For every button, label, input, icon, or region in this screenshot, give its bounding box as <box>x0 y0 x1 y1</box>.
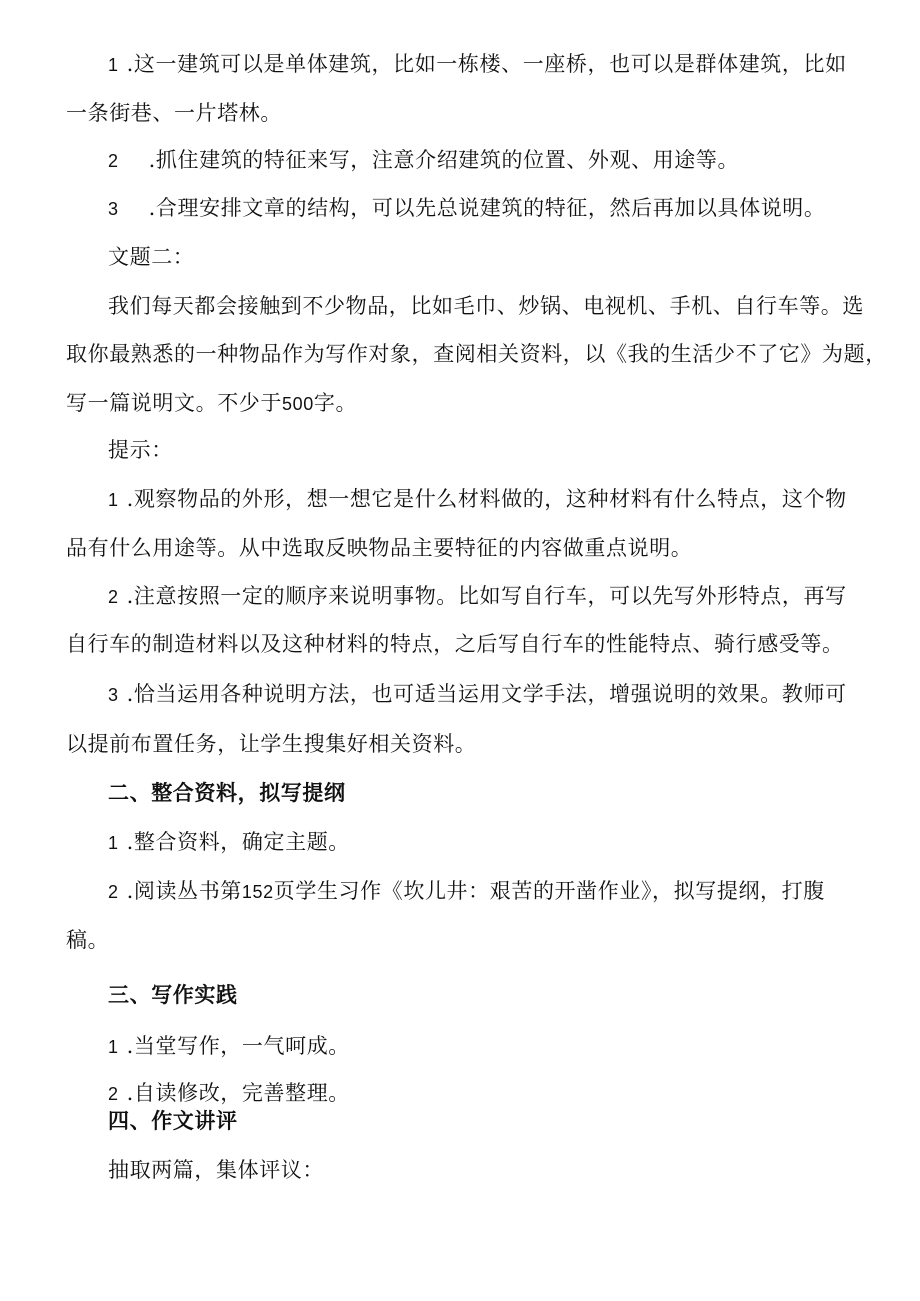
item-text: .自读修改，完善整理。 <box>126 1081 350 1105</box>
paragraph-1-line-2: 一条街巷、一片塔林。 <box>66 101 282 125</box>
item-number: 2 <box>108 1084 119 1104</box>
hint-1-line-2: 品有什么用途等。从中选取反映物品主要特征的内容做重点说明。 <box>66 536 693 560</box>
paragraph-text: .合理安排文章的结构，可以先总说建筑的特征，然后再加以具体说明。 <box>148 196 826 220</box>
item-number: 1 <box>108 490 119 510</box>
item-text-end: 页学生习作《坎儿井：艰苦的开凿作业》，拟写提纲，打腹 <box>273 879 825 903</box>
item-number: 3 <box>108 685 119 705</box>
hint-text: .观察物品的外形，想一想它是什么材料做的，这种材料有什么特点，这个物 <box>126 487 847 511</box>
section-2-heading: 二、整合资料，拟写提纲 <box>108 781 346 805</box>
item-text: .当堂写作，一气呵成。 <box>126 1034 350 1058</box>
topic-2-text-end: 字。 <box>313 391 358 415</box>
page-number: 152 <box>241 882 274 902</box>
section-2-item-2-line-1 <box>108 877 825 906</box>
item-number: 1 <box>108 1037 119 1057</box>
section-2-item-2-line-2: 稿。 <box>66 928 110 952</box>
topic-2-line-1: 我们每天都会接触到不少物品，比如毛巾、炒锅、电视机、手机、自行车等。选 <box>108 294 864 318</box>
item-number: 3 <box>108 199 119 219</box>
section-4-text: 抽取两篇，集体评议： <box>108 1158 324 1182</box>
topic-2-text: 写一篇说明文。不少于 <box>66 391 282 415</box>
paragraph-1-line-1 <box>108 50 847 79</box>
item-number: 2 <box>108 151 119 171</box>
hint-text: .恰当运用各种说明方法，也可适当运用文学手法，增强说明的效果。教师可 <box>126 682 847 706</box>
word-count: 500 <box>282 394 314 414</box>
paragraph-text: .这一建筑可以是单体建筑，比如一栋楼、一座桥，也可以是群体建筑，比如 <box>126 52 847 76</box>
item-text: .阅读丛书第 <box>126 879 242 903</box>
hint-text: .注意按照一定的顺序来说明事物。比如写自行车，可以先写外形特点，再写 <box>126 584 847 608</box>
item-text: .整合资料，确定主题。 <box>126 830 350 854</box>
paragraph-3-line-1 <box>108 194 826 223</box>
hint-2-line-1 <box>108 582 847 611</box>
section-4-heading: 四、作文讲评 <box>108 1109 238 1133</box>
paragraph-text: .抓住建筑的特征来写，注意介绍建筑的位置、外观、用途等。 <box>148 148 740 172</box>
section-2-item-1 <box>108 828 350 857</box>
hint-label: 提示： <box>108 438 173 462</box>
section-3-heading: 三、写作实践 <box>108 983 238 1007</box>
topic-2-line-3 <box>66 389 357 418</box>
section-3-item-2 <box>108 1079 350 1108</box>
item-number: 1 <box>108 55 119 75</box>
hint-3-line-1 <box>108 680 847 709</box>
item-number: 1 <box>108 833 119 853</box>
hint-1-line-1 <box>108 485 847 514</box>
section-3-item-1 <box>108 1032 350 1061</box>
hint-3-line-2: 以提前布置任务，让学生搜集好相关资料。 <box>66 732 477 756</box>
item-number: 2 <box>108 882 119 902</box>
topic-2-label: 文题二： <box>108 245 195 269</box>
item-number: 2 <box>108 587 119 607</box>
hint-2-line-2: 自行车的制造材料以及这种材料的特点，之后写自行车的性能特点、骑行感受等。 <box>66 632 844 656</box>
paragraph-2-line-1 <box>108 146 739 175</box>
topic-2-line-2: 取你最熟悉的一种物品作为写作对象，查阅相关资料，以《我的生活少不了它》为题， <box>66 342 887 366</box>
